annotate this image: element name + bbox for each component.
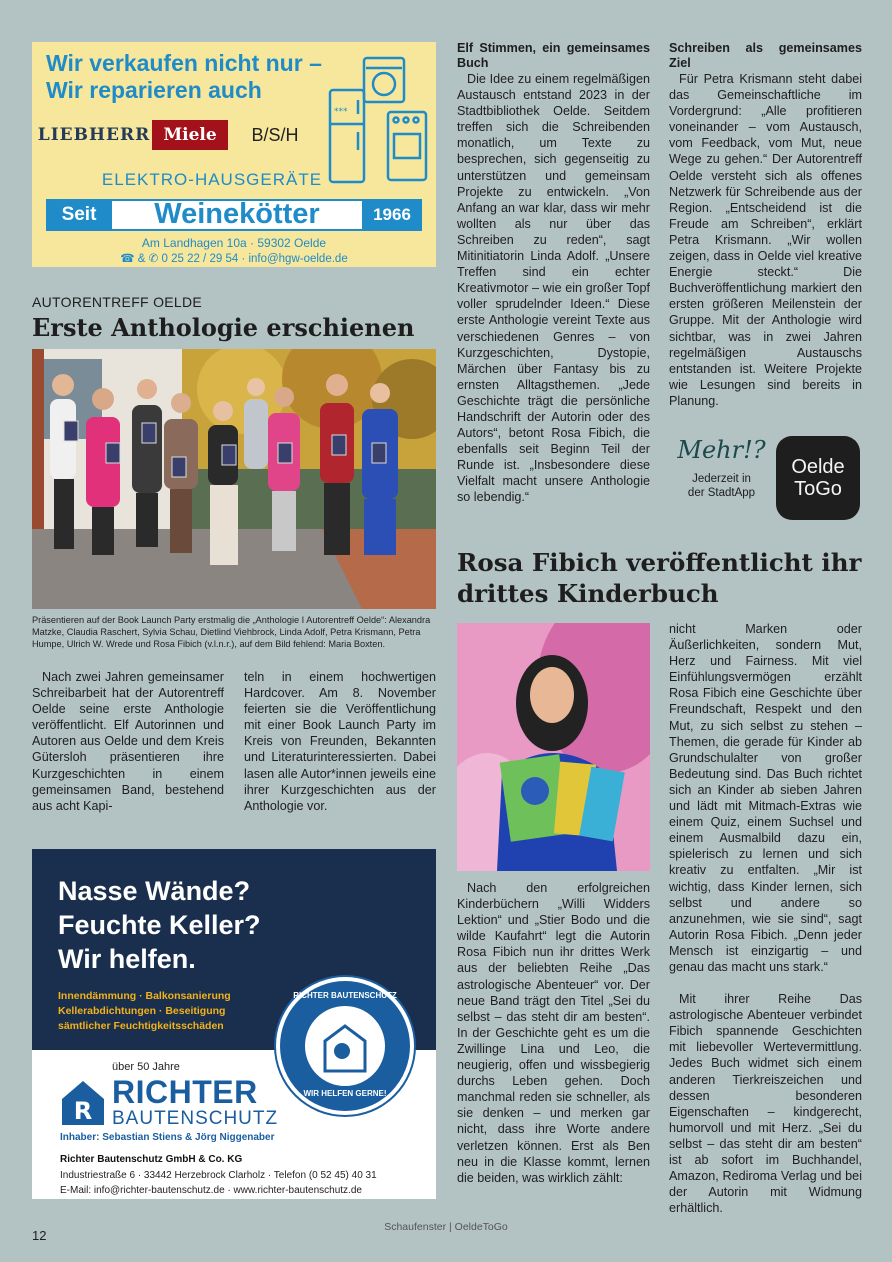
- ad-brand: RICHTER: [112, 1074, 258, 1110]
- subheading: Elf Stimmen, ein gemeinsames Buch: [457, 41, 650, 70]
- paragraph: teln in einem hochwertigen Hardcover. Am 8. November feierten sie die Veröffentlichung mit einer Book Launch Party im Kreis von Freunden, Bekannten und Literaturinteressierten. Dabei lasen alle Autor*innen jeweils eine ihrer Kurzgeschichten aus der Anthologie vor.: [244, 670, 436, 813]
- app-promo[interactable]: [669, 436, 862, 520]
- article1-column-3: [457, 41, 650, 506]
- ad-slogan: Wir verkaufen nicht nur – Wir reparieren auch: [46, 50, 322, 103]
- ad-company: Richter Bautenschutz GmbH & Co. KG: [60, 1154, 243, 1165]
- ad-headline: Nasse Wände? Feuchte Keller? Wir helfen.: [58, 876, 261, 974]
- seal-bottom-text: WIR HELFEN GERNE!: [303, 1089, 387, 1098]
- footer-publication: Schaufenster | OeldeToGo: [384, 1221, 508, 1233]
- promo-subtitle: Jederzeit in der StadtApp: [687, 473, 756, 499]
- seal-top-text: RICHTER BAUTENSCHUTZ: [293, 991, 397, 1000]
- article2-headline: Rosa Fibich veröffentlicht ihr drittes Kinderbuch: [457, 548, 862, 608]
- promo-title: Mehr!?: [677, 436, 766, 464]
- paragraph: Die Idee zu einem regelmäßigen Austausch entstand 2023 in der Stadtbibliothek Oelde. Seitdem treffen sich die Schreibenden monatlich, um Texte zu besprechen, sich gegenseitig zu unterstützen und gemeinsam Projekte zu entwickeln. „Von Anfang an war klar, dass wir mehr wollten als nur über das Schreiben zu reden“, sagt Mitinitiatorin Linda Adolf. „Unsere Treffen sind ein echter Kreativmotor – wie ein großer Topf voller sprudelnder Ideen.“ Diese erste Anthologie vereint Texte aus verschiedenen Genres – von Kurzgeschichten, Dystopie, Märchen über Fantasy bis zu ernsten Alltagsthemen. „Jede Geschichte trägt die persönliche Handschrift der Autorin oder des Autors“, betont Rosa Fibich, die ebenfalls seit Beginn Teil der Runde ist. „Insbesondere diese Vielfalt macht unsere Anthologie so lebendig.“: [457, 72, 650, 505]
- brand-bsh: B/S/H: [251, 124, 299, 145]
- richter-ad: [32, 849, 436, 1199]
- ad-address: Am Landhagen 10a · 59302 Oelde: [141, 236, 327, 250]
- subheading: Schreiben als gemeinsames Ziel: [669, 41, 862, 70]
- brand-liebherr: LIEBHERR: [37, 125, 151, 145]
- ad-owners: Inhaber: Sebastian Stiens & Jörg Niggenaber: [60, 1132, 275, 1143]
- ad-contact: ☎ & ✆ 0 25 22 / 29 54 · info@hgw-oelde.de: [120, 253, 348, 265]
- ad-category: ELEKTRO-HAUSGERÄTE: [101, 170, 323, 189]
- page-number: 12: [32, 1228, 47, 1243]
- article-kicker: AUTORENTREFF OELDE: [32, 294, 203, 310]
- paragraph: Mit ihrer Reihe Das astrologische Abenteuer verbindet Fibich spannende Geschichten mit liebevoller Wertevermittlung. Jedes Buch widmet sich einem anderen Tierkreiszeichen und dessen besonderen Eigenschaften – kindgerecht, humorvoll und mit Herz. „Sei du selbst – das steht dir am besten“ ist ab sofort im Buchhandel, Amazon, Rediroma Verlag und bei der Autorin mit Widmung erhältlich.: [669, 992, 862, 1216]
- group-photo: [32, 349, 436, 609]
- article2-column-2: [669, 621, 862, 1216]
- since-label: Seit: [46, 199, 112, 231]
- group-photo-image: [32, 349, 436, 609]
- article-headline: Erste Anthologie erschienen: [32, 313, 415, 342]
- appliance-ad: [32, 42, 436, 267]
- article1-column-4: [669, 41, 862, 409]
- house-logo-icon: [60, 1077, 106, 1127]
- years-badge: über 50 Jahre: [112, 1061, 180, 1073]
- svg-text:R: R: [73, 1097, 93, 1125]
- richter-seal: [276, 977, 414, 1115]
- photo-caption: Präsentieren auf der Book Launch Party erstmalig die „Anthologie I Autorentreff Oelde“: Alexandra Matzke, Claudia Raschert, Sylvia Schau, Dietlind Viehbrock, Linda Adolf, Petra Krismann, Petra Humpe, Ulrich W. Wrede und Rosa Fibich (v.l.n.r.), auf dem Bild fehlend: Maria Boxten.: [32, 615, 431, 649]
- paragraph: Für Petra Krismann steht dabei das Gemeinschaftliche im Vordergrund: „Alle profitieren voneinander – vom Austausch, vom Feedback, vom Mut, neue Wege zu gehen.“ Der Autorentreff Oelde versteht sich als offenes Netzwerk für Schreibende aus der Region. „Entscheidend ist die Freude am Schreiben“, erklärt Petra Krismann. „Wir wollen zeigen, dass in Oelde viel kreative Energie steckt.“ Die Buchveröffentlichung markiert den ersten größeren Meilenstein der Gruppe. Mit der Anthologie wird sichtbar, was in zwei Jahren regelmäßigen Austauschs entstanden ist. Weitere Projekte wie Lesungen sind bereits in Planung.: [669, 72, 862, 408]
- paragraph: nicht Marken oder Äußerlichkeiten, sondern Mut, Herz und Fairness. Mit viel Einfühlungsvermögen erzählt Rosa Fibich eine Geschichte über Freundschaft, Respekt und den Mut, zu sich selbst zu stehen – Themen, die gerade für Kinder ab Grundschulalter von großer Bedeutung sind. Das Buch richtet sich an Kinder ab sieben Jahren und lädt mit Mitmach-Extras wie einem Quiz, einem Suchsel und einem Ausmalbild dazu ein, spielerisch zu lernen und sich kreativ zu entfalten. „Mir ist wichtig, dass Kinder lernen, sich selbst und andere so anzunehmen, wie sie sind“, sagt Autorin Rosa Fibich. „Denn jeder Mensch ist einzigartig – und genau das macht uns stark.“: [669, 622, 862, 974]
- brand-miele: Miele: [152, 120, 228, 150]
- founding-year: 1966: [362, 199, 422, 231]
- app-icon[interactable]: Oelde ToGo: [776, 436, 860, 520]
- article1-column-2: [244, 669, 436, 814]
- ad-address: Industriestraße 6 · 33442 Herzebrock Clarholz · Telefon (0 52 45) 40 31: [60, 1170, 377, 1181]
- article1-column-1: [32, 669, 224, 814]
- company-name: Weinekötter: [154, 198, 320, 230]
- article2-column-1: [457, 880, 650, 1186]
- paragraph: Nach zwei Jahren gemeinsamer Schreibarbeit hat der Autorentreff Oelde seine erste Anthologie veröffentlicht. Elf Autorinnen und Autoren aus Oelde und dem Kreis Gütersloh präsentieren ihre Kurzgeschichten in einem gemeinsamen Band, bestehend aus acht Kapi-: [32, 670, 224, 813]
- ad-email[interactable]: E-Mail: info@richter-bautenschutz.de · www.richter-bautenschutz.de: [60, 1185, 362, 1196]
- svg-text:***: ***: [334, 107, 348, 117]
- ad-brand-sub: BAUTENSCHUTZ: [112, 1108, 279, 1129]
- paragraph: Nach den erfolgreichen Kinderbüchern „Willi Widders Lektion“ und „Stier Bodo und die wilde Kaufahrt“ legt die Autorin Rosa Fibich nun ihr drittes Werk aus der beliebten Reihe „Das astrologische Abenteuer“ vor. Der neue Band trägt den Titel „Sei du selbst – das steht dir am besten“. In der Geschichte geht es um die Zwillinge Lina und Leo, die neugierig, offen und wissbegierig durchs Leben gehen. Doch manchmal reden sie schneller, als sie denken – und merken gar nicht, dass ihre Worte andere verletzen können. Erst als Ben neu in die Klasse kommt, lernen die beiden, was wirklich zählt:: [457, 881, 650, 1185]
- author-photo-image: [457, 623, 650, 871]
- ad-services: Innendämmung · Balkonsanierung Kellerabdichtungen · Beseitigung sämtlicher Feuchtigkeitsschäden: [58, 990, 231, 1032]
- author-photo: [457, 623, 650, 871]
